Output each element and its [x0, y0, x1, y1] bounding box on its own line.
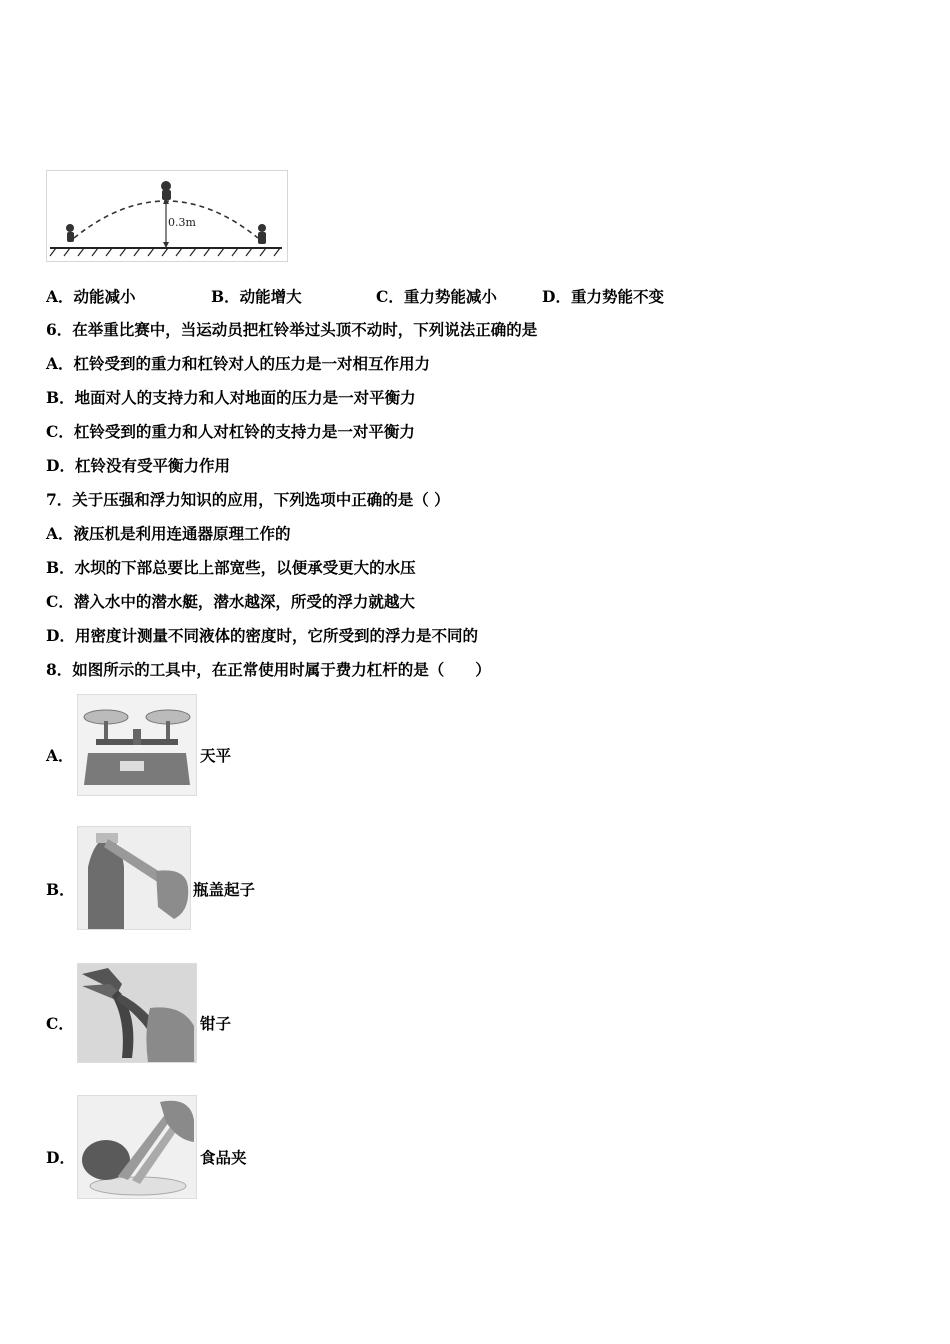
jump-arc-figure [46, 170, 288, 262]
q7-stem: 7．关于压强和浮力知识的应用，下列选项中正确的是（ ） [46, 490, 450, 509]
q8-option-a-letter[interactable]: A． [46, 746, 74, 765]
q5-option-d[interactable]: D．重力势能不变 [542, 287, 664, 306]
q7-option-b[interactable]: B．水坝的下部总要比上部宽些，以便承受更大的水压 [46, 558, 416, 577]
q5-option-a[interactable]: A．动能减小 [46, 287, 136, 306]
q6-option-d[interactable]: D．杠铃没有受平衡力作用 [46, 456, 230, 475]
q6-option-a[interactable]: A．杠铃受到的重力和杠铃对人的压力是一对相互作用力 [46, 354, 431, 373]
q6-option-c[interactable]: C．杠铃受到的重力和人对杠铃的支持力是一对平衡力 [46, 422, 415, 441]
q5-option-c[interactable]: C．重力势能减小 [376, 287, 497, 306]
q8-option-c-name: 钳子 [200, 1014, 232, 1033]
q6-stem: 6．在举重比赛中，当运动员把杠铃举过头顶不动时，下列说法正确的是 [46, 320, 538, 339]
q7-option-d[interactable]: D．用密度计测量不同液体的密度时，它所受到的浮力是不同的 [46, 626, 478, 645]
bottle-opener-image [77, 826, 191, 930]
q5-options [46, 285, 746, 307]
q8-option-c-letter[interactable]: C． [46, 1014, 74, 1033]
height-label: 0.3m [168, 216, 196, 229]
pliers-image [77, 963, 197, 1063]
q8-option-a-name: 天平 [200, 746, 232, 765]
q8-option-d-name: 食品夹 [200, 1148, 247, 1167]
balance-scale-image [77, 694, 197, 796]
q8-option-b-letter[interactable]: B． [46, 880, 75, 899]
q8-stem: 8．如图所示的工具中，在正常使用时属于费力杠杆的是（ ） [46, 660, 491, 679]
q8-option-d-letter[interactable]: D． [46, 1148, 75, 1167]
q7-option-a[interactable]: A．液压机是利用连通器原理工作的 [46, 524, 291, 543]
q8-option-b-name: 瓶盖起子 [193, 880, 256, 899]
q7-option-c[interactable]: C．潜入水中的潜水艇，潜水越深，所受的浮力就越大 [46, 592, 415, 611]
q6-option-b[interactable]: B．地面对人的支持力和人对地面的压力是一对平衡力 [46, 388, 416, 407]
food-tongs-image [77, 1095, 197, 1199]
q5-option-b[interactable]: B．动能增大 [211, 287, 302, 306]
